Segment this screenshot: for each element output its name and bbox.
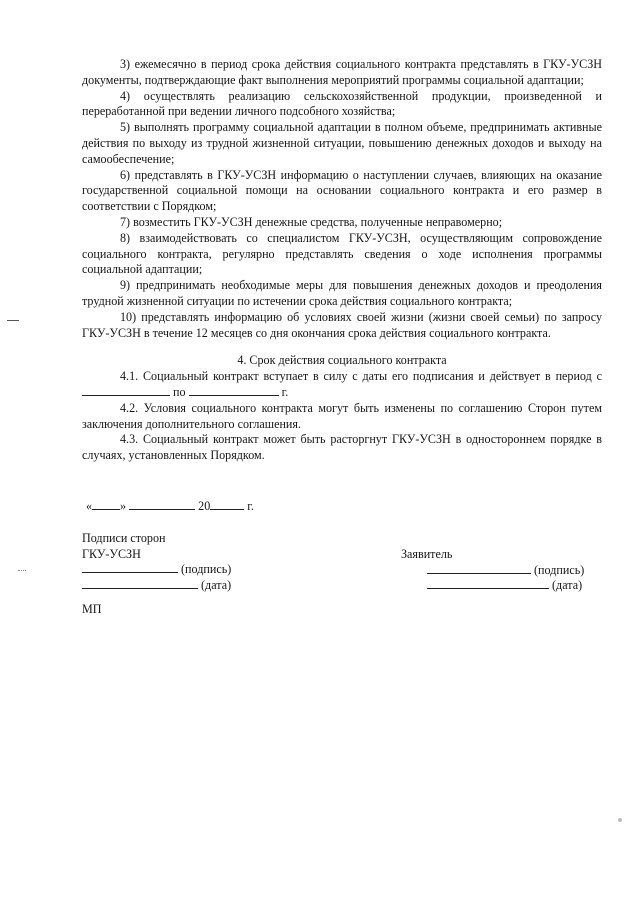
signature-blank (82, 562, 178, 573)
obligation-item: 5) выполнять программу социальной адаптации в полном объеме, предпринимать активные действия по выходу из трудной жизненной ситуации, повышению денежных доходов и выходу на самообеспечение; (82, 120, 602, 166)
signature-label: (подпись) (534, 562, 585, 577)
scan-speck (618, 818, 622, 822)
end-date-blank (189, 385, 279, 396)
start-date-blank (82, 385, 170, 396)
clause-text: по (173, 384, 186, 399)
applicant-name: Заявитель (401, 547, 453, 561)
signatures-heading: Подписи сторон (82, 531, 166, 545)
signature-blank (427, 563, 531, 574)
year-suffix: г. (247, 499, 254, 513)
obligation-item: 9) предпринимать необходимые меры для повышения денежных доходов и преодоления трудной жизненной ситуации по истечении срока действия социального контракта; (82, 278, 602, 308)
clause-text: г. (281, 384, 289, 399)
clause-4-3: 4.3. Социальный контракт может быть расторгнут ГКУ-УСЗН в одностороннем порядке в случаях, установленных Порядком. (82, 432, 602, 463)
date-blank (82, 578, 198, 589)
clause-text: 4.1. Социальный контракт вступает в силу с даты его подписания и действует в период с (120, 369, 602, 384)
date-label: (дата) (201, 577, 232, 592)
agency-name: ГКУ-УСЗН (82, 546, 141, 561)
month-blank (129, 499, 195, 510)
day-blank (92, 499, 120, 510)
signature-label: (подпись) (181, 562, 232, 577)
date-label: (дата) (552, 578, 583, 593)
signature-block-applicant (401, 547, 584, 594)
quote-close: » (120, 499, 127, 513)
date-blank (427, 578, 549, 589)
obligation-item: 3) ежемесячно в период срока действия социального контракта представлять в ГКУ-УСЗН документы, подтверждающие факт выполнения мероприятий программы социальной адаптации; (82, 57, 602, 87)
year-blank (210, 499, 244, 510)
quote-open: « (86, 499, 93, 513)
obligation-item: 8) взаимодействовать со специалистом ГКУ-УСЗН, осуществляющим сопровождение социального контракта, регулярно представлять сведения о ходе исполнения программы социальной адаптации; (82, 230, 602, 277)
applicant-signature-line (401, 563, 584, 579)
obligation-item: 10) представлять информацию об условиях своей жизни (жизни своей семьи) по запросу ГКУ-УСЗН в течение 12 месяцев со дня окончания срока действия социального контракта. (82, 309, 602, 340)
margin-mark (7, 320, 19, 321)
stamp-label: МП (82, 602, 102, 616)
obligation-item: 7) возместить ГКУ-УСЗН денежные средства, полученные неправомерно; (120, 214, 503, 229)
signing-date-line (86, 499, 254, 514)
applicant-date-line (401, 578, 584, 594)
signature-block-agency (82, 531, 231, 593)
obligation-item: 4) осуществлять реализацию сельскохозяйственной продукции, произведенной и переработанной при ведении личного подсобного хозяйства; (82, 88, 602, 119)
margin-mark (18, 570, 26, 571)
clause-4-1 (82, 369, 602, 401)
agency-date-line (82, 578, 231, 594)
year-prefix: 20 (198, 499, 211, 513)
obligation-item: 6) представлять в ГКУ-УСЗН информацию о наступлении случаев, влияющих на оказание государственной социальной помощи на основании социального контракта и его размер в соответствии с Порядком; (82, 167, 602, 214)
agency-signature-line (82, 562, 231, 578)
contract-body (82, 57, 602, 464)
clause-4-2: 4.2. Условия социального контракта могут быть изменены по соглашению Сторон путем заключения дополнительного соглашения. (82, 400, 602, 431)
section-title: 4. Срок действия социального контракта (237, 353, 447, 368)
